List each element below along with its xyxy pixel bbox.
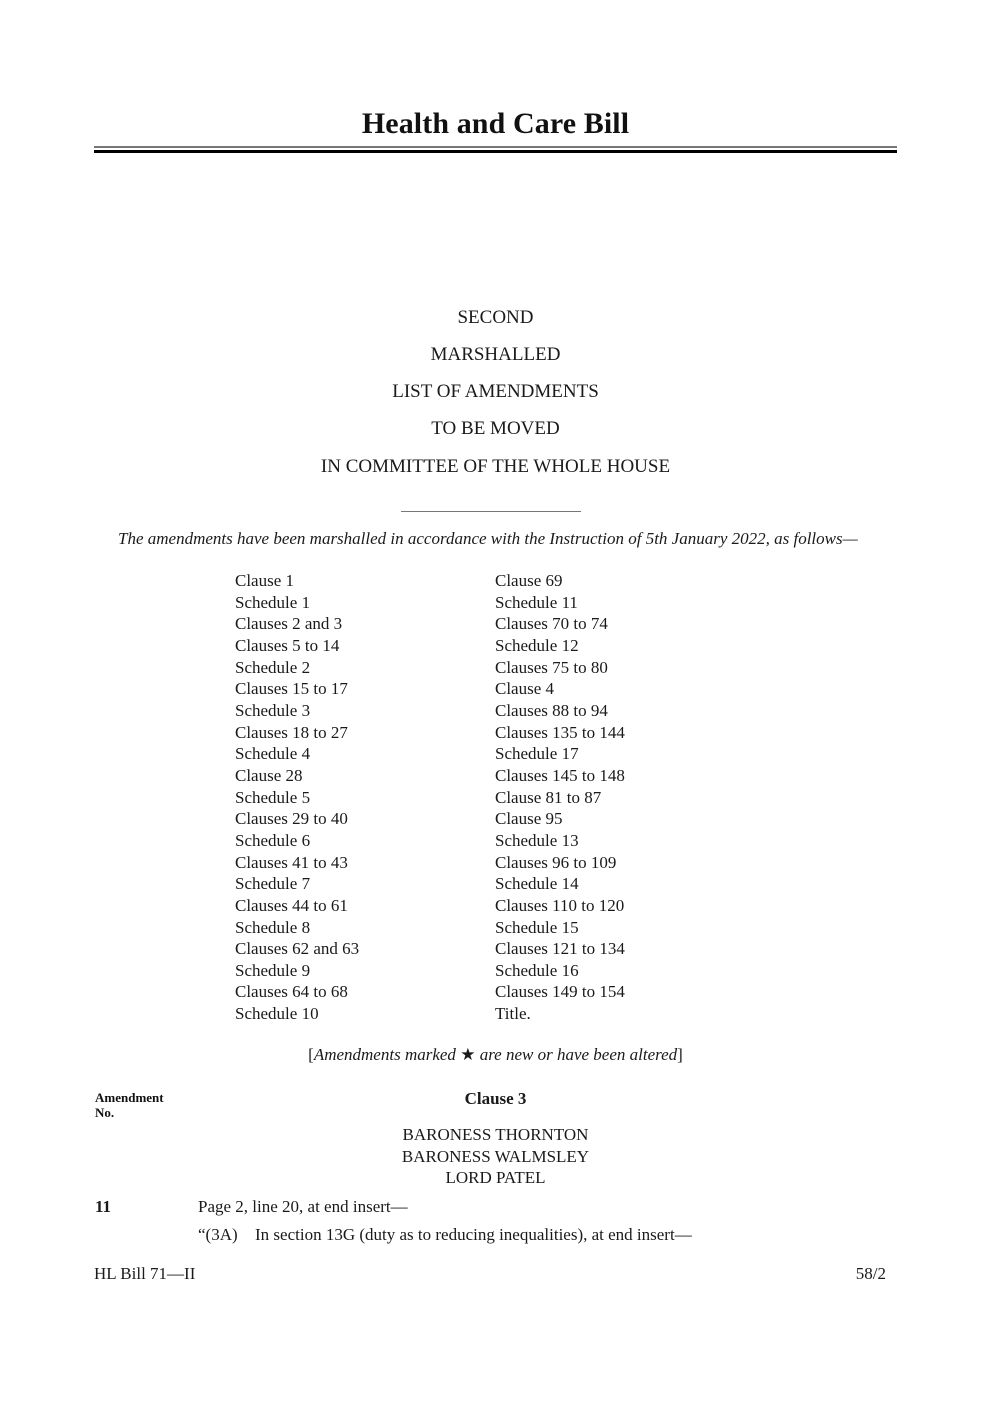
title-rule-thin — [94, 146, 897, 148]
amendment-sponsors — [294, 1124, 697, 1189]
order-item: Clauses 29 to 40 — [235, 809, 348, 829]
order-item: Clauses 110 to 120 — [495, 895, 625, 915]
amendment-label-line-1: Amendment — [95, 1090, 164, 1105]
heading-line-to-be-moved: TO BE MOVED — [431, 418, 560, 439]
order-item: Clause 4 — [495, 679, 555, 699]
heading-line-list-of-amendments: LIST OF AMENDMENTS — [392, 381, 599, 402]
order-item: Schedule 3 — [235, 700, 311, 720]
bill-reference: HL Bill 71—II — [94, 1264, 196, 1283]
amendment-label-line-2: No. — [95, 1105, 115, 1120]
marshalling-intro: The amendments have been marshalled in accordance with the Instruction of 5th January 2022, as follows— — [118, 529, 858, 548]
marshalling-order-left-column — [235, 570, 359, 1025]
heading-line-committee: IN COMMITTEE OF THE WHOLE HOUSE — [320, 456, 671, 477]
altered-amendments-note — [94, 1044, 897, 1066]
order-item: Clauses 135 to 144 — [495, 722, 625, 742]
order-item: Schedule 14 — [495, 874, 579, 894]
order-item: Schedule 4 — [235, 744, 311, 764]
marshalling-order-right-column — [495, 570, 625, 1025]
order-item: Schedule 5 — [235, 787, 311, 807]
title-rule-thick — [94, 150, 897, 153]
order-item: Clauses 41 to 43 — [235, 852, 348, 872]
note-text-after: are new or have been altered — [475, 1045, 678, 1064]
order-item: Schedule 1 — [235, 592, 311, 612]
order-item: Schedule 8 — [235, 917, 311, 937]
order-item: Clauses 121 to 134 — [495, 939, 625, 959]
heading-line-marshalled: MARSHALLED — [430, 344, 561, 365]
order-item: Schedule 11 — [495, 592, 578, 612]
sponsor-name: BARONESS WALMSLEY — [401, 1146, 590, 1166]
note-close-bracket: ] — [677, 1045, 683, 1064]
order-item: Schedule 2 — [235, 657, 311, 677]
order-item: Clause 95 — [495, 809, 563, 829]
order-item: Schedule 9 — [235, 960, 311, 980]
heading-line-second: SECOND — [457, 307, 534, 328]
amendment-subsection — [198, 1224, 692, 1246]
order-item: Clauses 62 and 63 — [235, 939, 360, 959]
order-item: Schedule 17 — [495, 744, 579, 764]
order-item: Clauses 2 and 3 — [235, 614, 343, 634]
order-item: Clauses 18 to 27 — [235, 722, 348, 742]
order-item: Clauses 5 to 14 — [235, 635, 340, 655]
order-item: Schedule 10 — [235, 1004, 319, 1024]
order-item: Clauses 64 to 68 — [235, 982, 348, 1002]
page-reference: 58/2 — [855, 1264, 886, 1283]
order-item: Clause 28 — [235, 765, 303, 785]
order-item: Clause 69 — [495, 571, 563, 590]
order-item: Schedule 13 — [495, 830, 579, 850]
order-item: Title. — [495, 1004, 531, 1024]
order-item: Clauses 44 to 61 — [235, 895, 348, 915]
amendment-text: Page 2, line 20, at end insert— — [198, 1197, 408, 1216]
order-item: Clauses 15 to 17 — [235, 679, 348, 699]
order-item: Clause 1 — [235, 571, 295, 590]
sponsor-name: LORD PATEL — [445, 1168, 546, 1187]
sponsor-name: BARONESS THORNTON — [402, 1125, 589, 1144]
bill-title: Health and Care Bill — [361, 107, 630, 140]
amendment-number-column-label — [95, 1090, 164, 1120]
order-item: Clauses 75 to 80 — [495, 657, 608, 677]
order-item: Schedule 12 — [495, 635, 579, 655]
order-item: Schedule 7 — [235, 874, 311, 894]
note-open-bracket: [ — [308, 1045, 314, 1064]
star-icon: ★ — [460, 1045, 476, 1064]
clause-heading: Clause 3 — [464, 1089, 527, 1108]
order-item: Clauses 70 to 74 — [495, 614, 608, 634]
amendment-number: 11 — [95, 1197, 112, 1216]
order-item: Clauses 96 to 109 — [495, 852, 617, 872]
order-item: Clauses 145 to 148 — [495, 765, 625, 785]
subsection-text: In section 13G (duty as to reducing inequalities), at end insert— — [255, 1225, 692, 1244]
order-item: Clauses 149 to 154 — [495, 982, 625, 1002]
order-item: Clause 81 to 87 — [495, 787, 602, 807]
order-item: Schedule 15 — [495, 917, 579, 937]
order-item: Clauses 88 to 94 — [495, 700, 608, 720]
section-divider — [401, 511, 581, 512]
note-text-before: Amendments marked — [313, 1045, 461, 1064]
order-item: Schedule 16 — [495, 960, 579, 980]
order-item: Schedule 6 — [235, 830, 311, 850]
subsection-label: “(3A) — [198, 1225, 238, 1244]
